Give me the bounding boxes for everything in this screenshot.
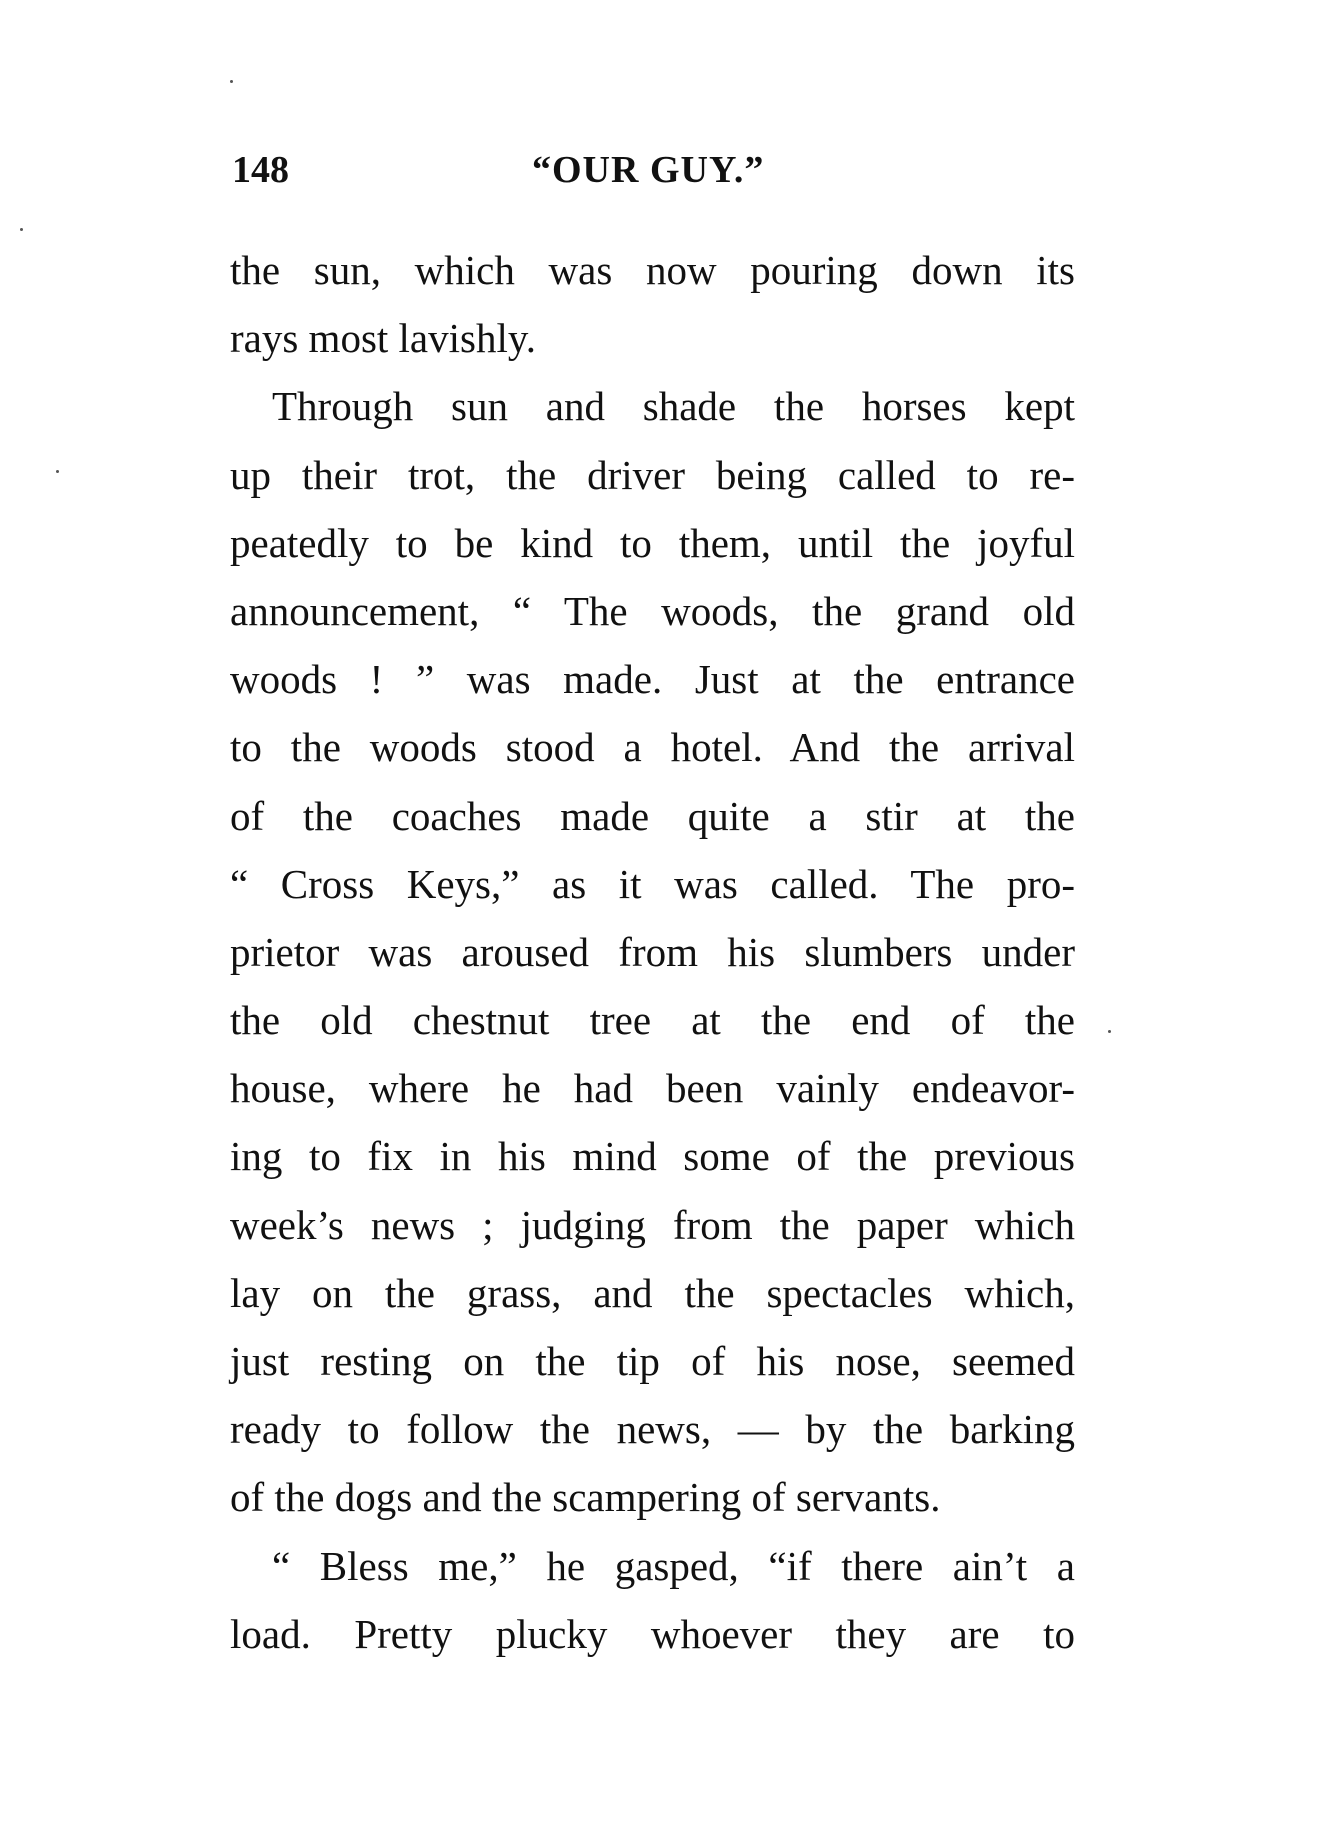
text-line: just resting on the tip of his nose, seemed bbox=[230, 1338, 1075, 1384]
page-header bbox=[232, 140, 1082, 200]
text-line: load. Pretty plucky whoever they are to bbox=[230, 1610, 1075, 1657]
text-line: the sun, which was now pouring down its bbox=[230, 247, 1075, 293]
body-text bbox=[230, 236, 1075, 1668]
text-line: of the coaches made quite a stir at the bbox=[230, 792, 1075, 839]
text-line: ready to follow the news, — by the barking bbox=[230, 1406, 1075, 1453]
text-line: lay on the grass, and the spectacles which, bbox=[230, 1269, 1075, 1316]
text-line: ing to fix in his mind some of the previous bbox=[230, 1133, 1075, 1180]
paper-speck bbox=[1108, 1030, 1111, 1033]
text-line: house, where he had been vainly endeavor- bbox=[230, 1065, 1075, 1112]
text-line: “ Cross Keys,” as it was called. The pro- bbox=[230, 860, 1075, 907]
text-line: week’s news ; judging from the paper which bbox=[230, 1201, 1075, 1248]
text-line: of the dogs and the scampering of servants. bbox=[230, 1474, 941, 1521]
text-line: up their trot, the driver being called to re- bbox=[230, 451, 1075, 498]
paper-speck bbox=[56, 470, 59, 473]
running-head: “OUR GUY.” bbox=[532, 149, 765, 191]
text-line: Through sun and shade the horses kept bbox=[272, 383, 1075, 430]
page-number: 148 bbox=[232, 149, 289, 191]
text-line: prietor was aroused from his slumbers under bbox=[230, 928, 1075, 975]
text-line: rays most lavishly. bbox=[230, 315, 536, 362]
text-line: “ Bless me,” he gasped, “if there ain’t a bbox=[272, 1542, 1075, 1589]
paper-speck bbox=[230, 80, 233, 83]
text-line: peatedly to be kind to them, until the joyful bbox=[230, 519, 1075, 566]
text-line: announcement, “ The woods, the grand old bbox=[230, 587, 1075, 634]
text-line: the old chestnut tree at the end of the bbox=[230, 997, 1075, 1044]
text-line: woods ! ” was made. Just at the entrance bbox=[230, 656, 1075, 703]
text-line: to the woods stood a hotel. And the arrival bbox=[230, 724, 1075, 771]
paper-speck bbox=[20, 228, 23, 231]
